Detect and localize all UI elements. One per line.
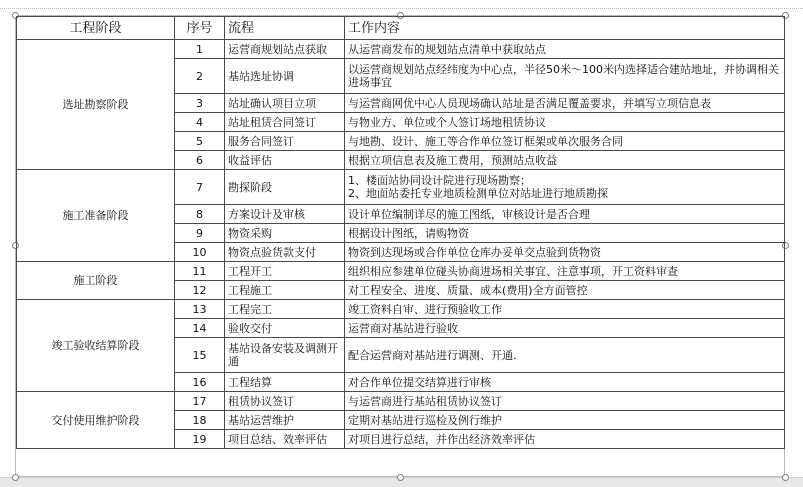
work-cell: 与运营商网优中心人员现场确认站址是否满足覆盖要求，并填写立项信息表 — [345, 94, 785, 113]
no-cell: 10 — [175, 243, 225, 262]
table-row — [17, 40, 785, 59]
flow-cell: 勘探阶段 — [225, 170, 345, 205]
no-cell: 3 — [175, 94, 225, 113]
no-cell: 9 — [175, 224, 225, 243]
work-line: 2、地面站委托专业地质检测单位对站址进行地质勘探 — [348, 187, 608, 200]
work-cell: 与物业方、单位或个人签订场地租赁协议 — [345, 113, 785, 132]
flow-cell: 服务合同签订 — [225, 132, 345, 151]
work-cell: 与运营商进行基站租赁协议签订 — [345, 392, 785, 411]
work-cell: 根据立项信息表及施工费用，预测站点收益 — [345, 151, 785, 170]
work-cell: 运营商对基站进行验收 — [345, 319, 785, 338]
work-cell: 与地勘、设计、施工等合作单位签订框架或单次服务合同 — [345, 132, 785, 151]
flow-cell: 基站设备安装及调测开通 — [225, 338, 345, 373]
stage-cell: 选址勘察阶段 — [17, 40, 175, 170]
no-cell: 14 — [175, 319, 225, 338]
flow-cell: 物资采购 — [225, 224, 345, 243]
flow-cell: 站址租赁合同签订 — [225, 113, 345, 132]
flow-cell: 物资点验货款支付 — [225, 243, 345, 262]
table-row — [17, 392, 785, 411]
work-cell: 对合作单位提交结算进行审核 — [345, 373, 785, 392]
work-line: 1、楼面站协同设计院进行现场勘察； — [348, 174, 531, 187]
flow-cell: 验收交付 — [225, 319, 345, 338]
flow-cell: 方案设计及审核 — [225, 205, 345, 224]
no-cell: 6 — [175, 151, 225, 170]
no-cell: 8 — [175, 205, 225, 224]
no-cell: 16 — [175, 373, 225, 392]
work-cell: 根据设计图纸，请购物资 — [345, 224, 785, 243]
flow-cell: 工程施工 — [225, 281, 345, 300]
no-cell: 5 — [175, 132, 225, 151]
stage-cell: 竣工验收结算阶段 — [17, 300, 175, 392]
header-no: 序号 — [175, 17, 225, 40]
resize-handle-bottom-right[interactable] — [782, 474, 789, 481]
page-break-line — [0, 8, 803, 9]
header-work: 工作内容 — [345, 17, 785, 40]
work-cell: 对工程安全、进度、质量、成本(费用)全方面管控 — [345, 281, 785, 300]
header-flow: 流程 — [225, 17, 345, 40]
flow-cell: 项目总结、效率评估 — [225, 430, 345, 449]
no-cell: 11 — [175, 262, 225, 281]
stage-cell: 交付使用维护阶段 — [17, 392, 175, 449]
work-cell: 组织相应参建单位碰头协商进场相关事宜、注意事项，开工资料审查 — [345, 262, 785, 281]
no-cell: 1 — [175, 40, 225, 59]
stage-cell: 施工准备阶段 — [17, 170, 175, 262]
table-row — [17, 300, 785, 319]
resize-handle-bottom-left[interactable] — [12, 474, 19, 481]
no-cell: 13 — [175, 300, 225, 319]
flow-cell: 租赁协议签订 — [225, 392, 345, 411]
work-cell: 配合运营商对基站进行调测、开通. — [345, 338, 785, 373]
flow-cell: 站址确认项目立项 — [225, 94, 345, 113]
work-cell: 对项目进行总结，并作出经济效率评估 — [345, 430, 785, 449]
header-stage: 工程阶段 — [17, 17, 175, 40]
table-header-row — [17, 17, 785, 40]
work-cell: 定期对基站进行巡检及例行维护 — [345, 411, 785, 430]
flow-cell: 工程完工 — [225, 300, 345, 319]
flow-cell: 收益评估 — [225, 151, 345, 170]
no-cell: 2 — [175, 59, 225, 94]
work-cell: 以运营商规划站点经纬度为中心点，半径50米～100米内选择适合建站地址，并协调相关进场事宜 — [345, 59, 785, 94]
no-cell: 4 — [175, 113, 225, 132]
no-cell: 12 — [175, 281, 225, 300]
work-cell: 从运营商发布的规划站点清单中获取站点 — [345, 40, 785, 59]
resize-handle-bottom-center[interactable] — [397, 474, 404, 481]
engineering-process-table[interactable] — [16, 16, 785, 449]
flow-cell: 基站选址协调 — [225, 59, 345, 94]
flow-cell: 工程结算 — [225, 373, 345, 392]
work-cell: 物资到达现场或合作单位仓库办妥单交点验到货物资 — [345, 243, 785, 262]
no-cell: 17 — [175, 392, 225, 411]
no-cell: 19 — [175, 430, 225, 449]
no-cell: 15 — [175, 338, 225, 373]
work-cell — [345, 170, 785, 205]
no-cell: 7 — [175, 170, 225, 205]
work-cell: 竣工资料自审、进行预验收工作 — [345, 300, 785, 319]
no-cell: 18 — [175, 411, 225, 430]
flow-cell: 工程开工 — [225, 262, 345, 281]
table-row — [17, 170, 785, 205]
flow-cell: 基站运营维护 — [225, 411, 345, 430]
stage-cell: 施工阶段 — [17, 262, 175, 300]
work-cell: 设计单位编制详尽的施工图纸，审核设计是否合理 — [345, 205, 785, 224]
flow-cell: 运营商规划站点获取 — [225, 40, 345, 59]
table-row — [17, 262, 785, 281]
